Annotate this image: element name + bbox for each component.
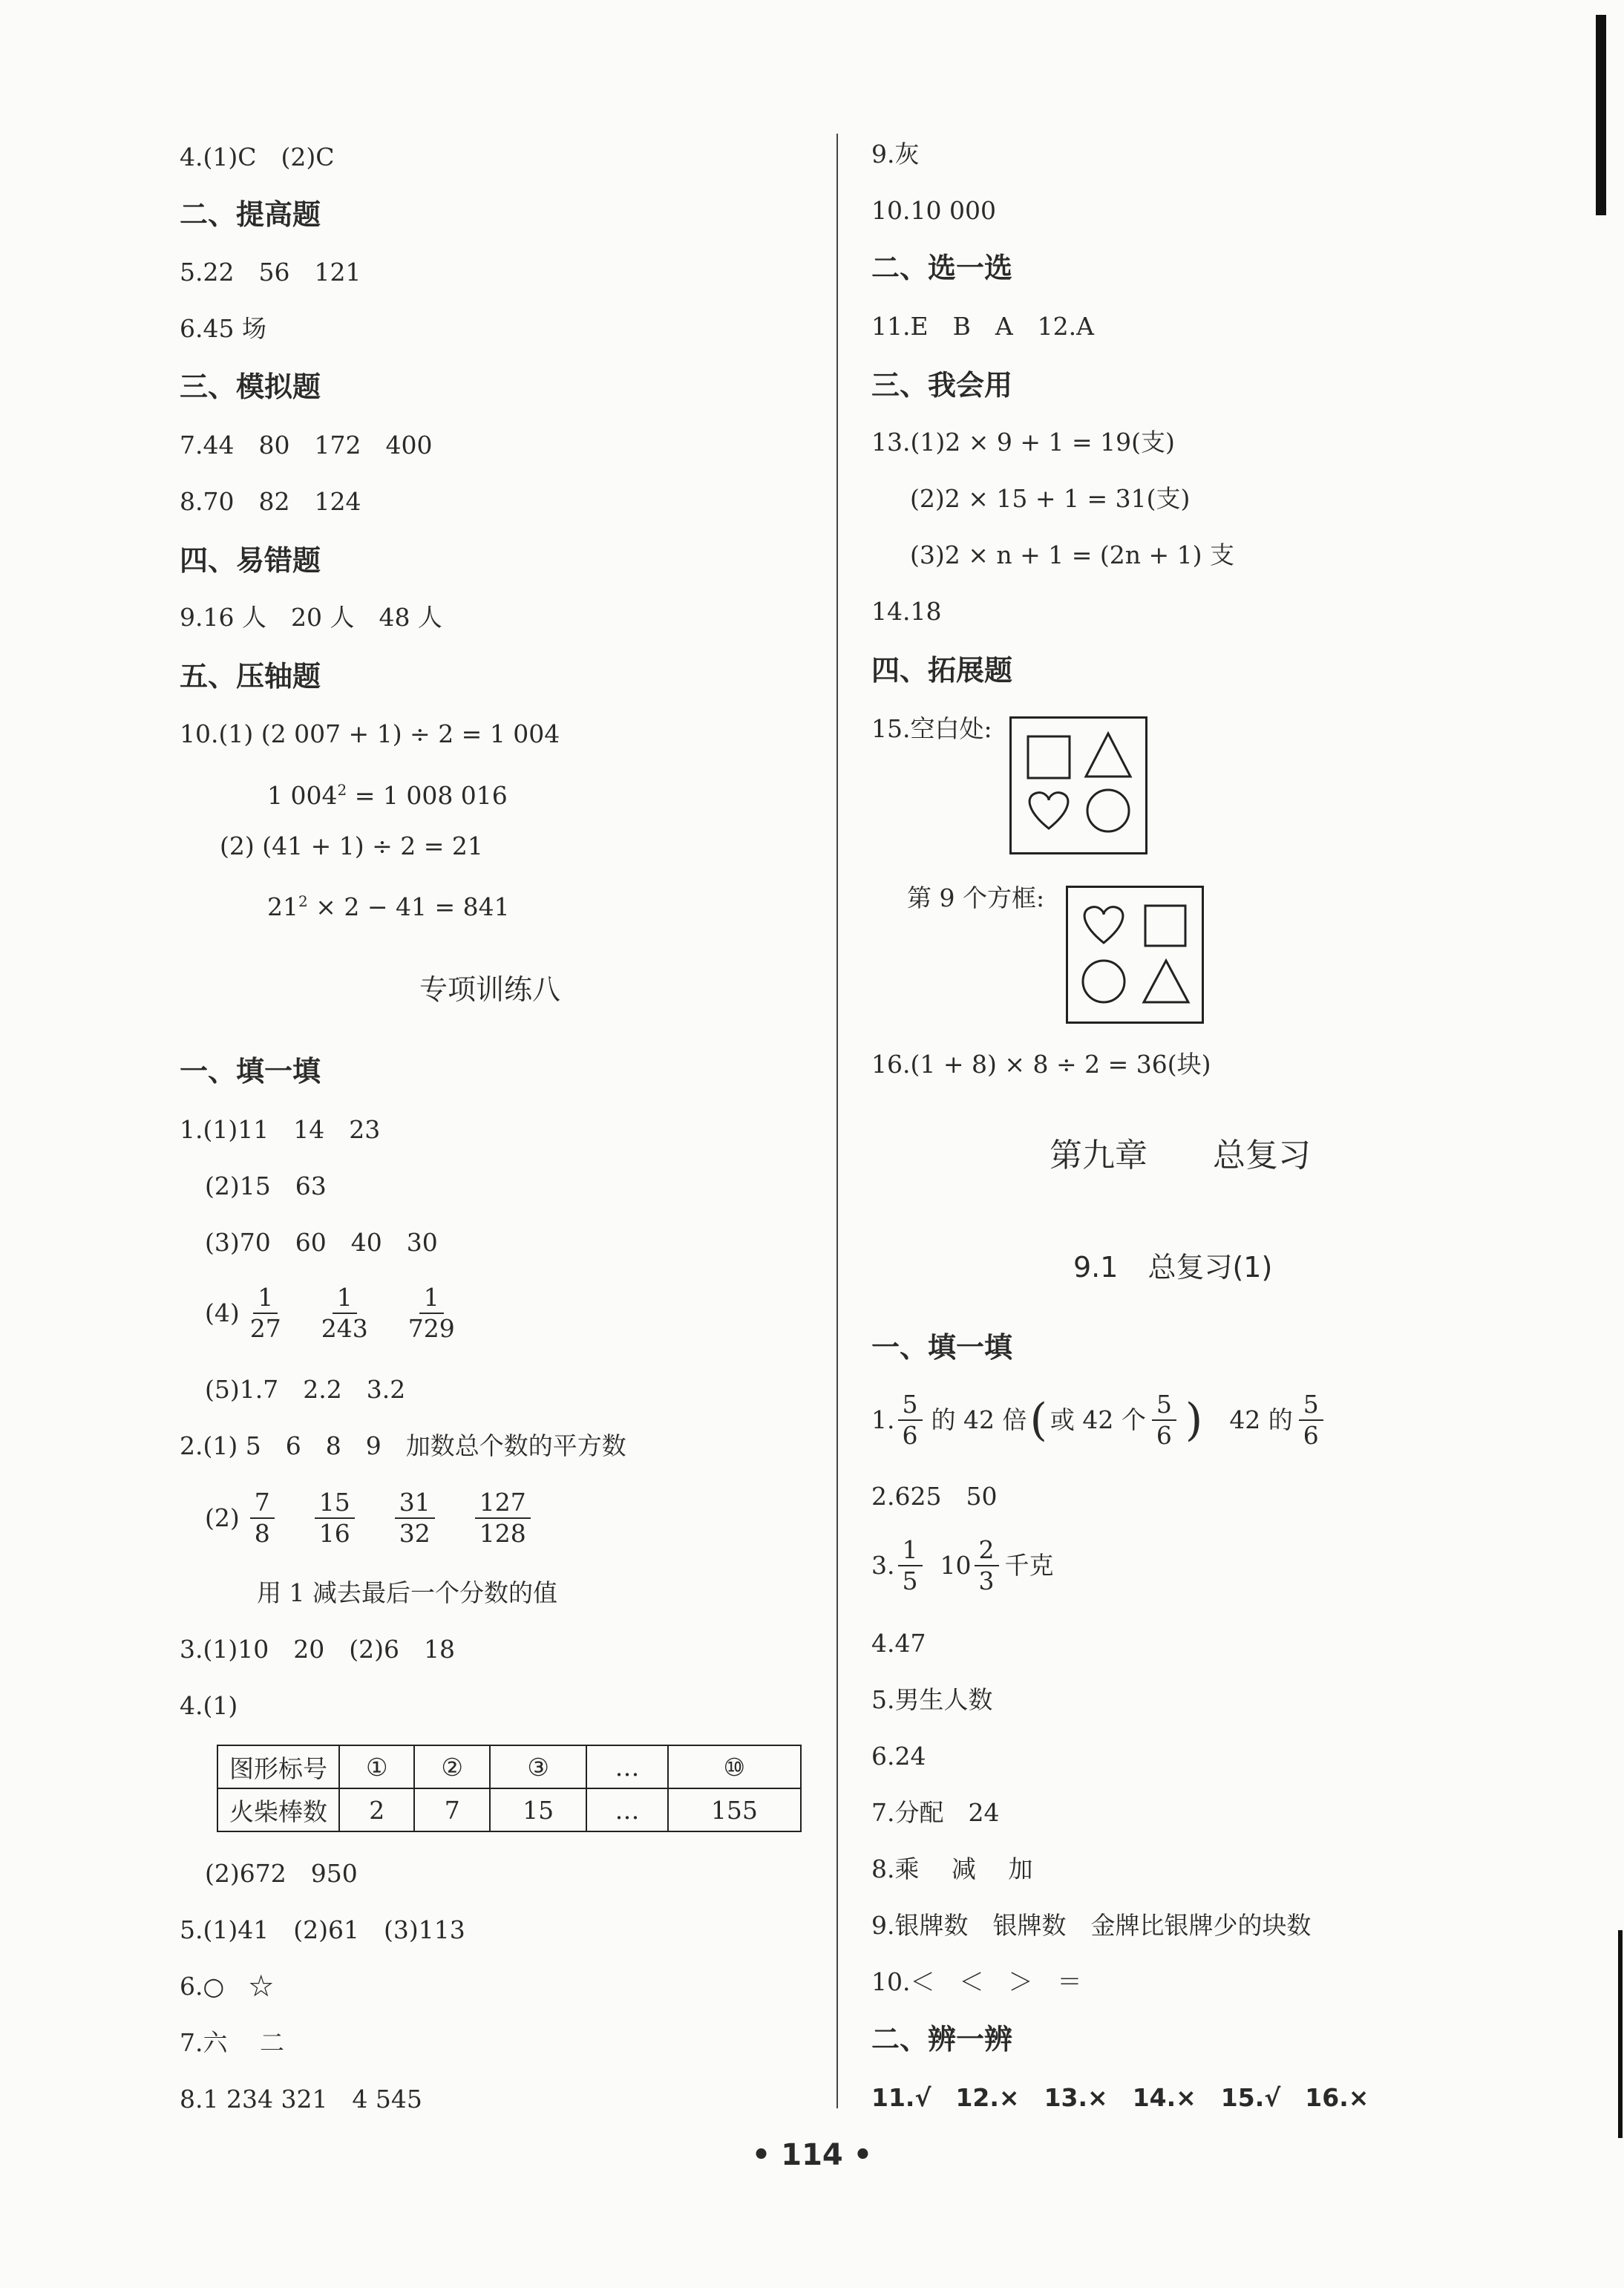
table-cell: 7 (414, 1788, 489, 1831)
q2-part2: (2) $\frac{7}{8}$ $\frac{15}{16}$ $\frac{31}{32}$ $\frac{127}{128}$ (205, 1488, 541, 1549)
scan-edge-mark (1618, 1930, 1623, 2138)
table-cell: … (586, 1788, 667, 1831)
heading-mock: 三、模拟题 (180, 370, 321, 403)
answer-5: 5.22 56 121 (180, 258, 361, 287)
q7: 7.六 二 (180, 2028, 284, 2057)
shape-box-ninth (1066, 886, 1204, 1024)
shapes-figure (1068, 888, 1202, 1022)
heading-extension: 四、拓展题 (871, 654, 1013, 687)
fraction: $\frac{5}{6}$ (898, 1390, 923, 1451)
fraction: $\frac{127}{128}$ (475, 1488, 531, 1549)
r-answer-13-3: (3)2 × n + 1 = (2n + 1) 支 (910, 540, 1234, 569)
section-title: 专项训练八 (419, 973, 561, 1006)
table-cell: 2 (339, 1788, 414, 1831)
table-cell: ⑩ (668, 1745, 801, 1788)
table-row (217, 1745, 801, 1788)
page-number: • 114 • (751, 2138, 873, 2172)
q4-part1: 4.(1) (180, 1691, 238, 1720)
column-divider (836, 134, 838, 2108)
r7: 7.分配 24 (871, 1798, 1000, 1827)
heading-final: 五、压轴题 (180, 660, 321, 693)
r8: 8.乘 减 加 (871, 1854, 1033, 1883)
r9: 9.银牌数 银牌数 金牌比银牌少的块数 (871, 1911, 1312, 1940)
shapes-figure (1012, 719, 1145, 852)
table-row (217, 1788, 801, 1831)
shape-box-blank (1009, 716, 1147, 854)
fraction: $\frac{1}{729}$ (407, 1283, 455, 1343)
answer-6: 6.45 场 (180, 314, 266, 343)
q1-part4: (4) $\frac{1}{27}$ $\frac{1}{243}$ $\frac{1}{729}$ (205, 1283, 455, 1343)
r10: 10.＜ ＜ ＞ ＝ (871, 1967, 1082, 1996)
answer-7: 7.44 80 172 400 (180, 431, 433, 460)
fraction: $\frac{1}{5}$ (898, 1535, 923, 1596)
r4: 4.47 (871, 1629, 926, 1658)
q3: 3.(1)10 20 (2)6 18 (180, 1635, 455, 1664)
heading-advanced: 二、提高题 (180, 198, 321, 231)
table-cell: … (586, 1745, 667, 1788)
table-cell: 火柴棒数 (217, 1788, 339, 1831)
r-answer-13-2: (2)2 × 15 + 1 = 31(支) (910, 484, 1191, 513)
fraction: $\frac{7}{8}$ (250, 1488, 275, 1549)
table-cell: ② (414, 1745, 489, 1788)
heading-fill-in: 一、填一填 (180, 1055, 321, 1088)
q1-part1: 1.(1)11 14 23 (180, 1115, 381, 1144)
r-answer-11-12: 11.E B A 12.A (871, 312, 1094, 341)
q5: 5.(1)41 (2)61 (3)113 (180, 1915, 465, 1944)
fraction: $\frac{31}{32}$ (395, 1488, 435, 1549)
r-answer-15-2: 第 9 个方框: (907, 883, 1045, 912)
chapter-title: 第九章 总复习 (1050, 1137, 1311, 1174)
r6: 6.24 (871, 1742, 926, 1771)
q1-part2: (2)15 63 (205, 1171, 327, 1200)
q1-part3: (3)70 60 40 30 (205, 1228, 438, 1257)
answer-10-line1: 10.(1) (2 007 + 1) ÷ 2 = 1 004 (180, 719, 560, 748)
fraction: $\frac{2}{3}$ (975, 1535, 999, 1596)
answer-10-line3: (2) (41 + 1) ÷ 2 = 21 (220, 831, 483, 860)
r1: 1. $\frac{5}{6}$ 的 42 倍 ( 或 42 个 $\frac{5}{6}$ ) 42 的 $\frac{5}{6}$ (871, 1390, 1329, 1451)
scan-edge-mark (1596, 15, 1606, 215)
q2-part1: 2.(1) 5 6 8 9 加数总个数的平方数 (180, 1431, 626, 1460)
answer-10-line4: $21^2 \times 2 - 41 = 841$ (267, 892, 510, 921)
heading-error-prone: 四、易错题 (180, 544, 321, 577)
matchstick-table (217, 1745, 802, 1832)
r11-16: 11.√ 12.× 13.× 14.× 15.√ 16.× (871, 2083, 1369, 2112)
fraction: $\frac{1}{27}$ (249, 1283, 281, 1343)
fraction: $\frac{5}{6}$ (1152, 1390, 1176, 1451)
q4-part2: (2)672 950 (205, 1859, 358, 1888)
q6: 6.○ ☆ (180, 1972, 274, 2001)
heart-icon (1084, 907, 1123, 943)
answer-10-line2: 1 $004^2 = 1$ 008 016 (267, 781, 508, 810)
q2-part3: 用 1 减去最后一个分数的值 (257, 1578, 557, 1607)
q1-part5: (5)1.7 2.2 3.2 (205, 1375, 406, 1404)
r2: 2.625 50 (871, 1482, 998, 1511)
r5: 5.男生人数 (871, 1685, 993, 1714)
table-cell: ① (339, 1745, 414, 1788)
fraction: $\frac{1}{243}$ (321, 1283, 368, 1343)
r3: 3. $\frac{1}{5}$ 10 $\frac{2}{3}$ 千克 (871, 1535, 1054, 1595)
subsection-title: 9.1 总复习(1) (1073, 1251, 1273, 1284)
heading-fill-in-review: 一、填一填 (871, 1331, 1013, 1364)
triangle-icon (1086, 733, 1130, 777)
circle-icon (1083, 961, 1124, 1002)
table-cell: 155 (668, 1788, 801, 1831)
heading-apply: 三、我会用 (871, 369, 1013, 402)
r-answer-9: 9.灰 (871, 140, 920, 169)
r-answer-10: 10.10 000 (871, 196, 996, 225)
square-icon (1028, 736, 1070, 778)
answer-9: 9.16 人 20 人 48 人 (180, 603, 442, 632)
heading-judge: 二、辨一辨 (871, 2023, 1013, 2056)
table-cell: ③ (490, 1745, 586, 1788)
circle-icon (1087, 790, 1129, 831)
triangle-icon (1144, 961, 1188, 1002)
answer-4: 4.(1)C (2)C (180, 143, 335, 171)
heart-icon (1029, 793, 1068, 828)
r-answer-13-1: 13.(1)2 × 9 + 1 = 19(支) (871, 428, 1175, 457)
heading-choose: 二、选一选 (871, 252, 1013, 284)
fraction: $\frac{5}{6}$ (1299, 1390, 1323, 1451)
r-answer-15-1: 15.空白处: (871, 714, 992, 743)
q8: 8.1 234 321 4 545 (180, 2085, 422, 2114)
table-cell: 图形标号 (217, 1745, 339, 1788)
r-answer-16: 16.(1 + 8) × 8 ÷ 2 = 36(块) (871, 1050, 1211, 1079)
answer-8: 8.70 82 124 (180, 487, 361, 516)
table-cell: 15 (490, 1788, 586, 1831)
r-answer-14: 14.18 (871, 597, 942, 626)
square-icon (1145, 906, 1185, 946)
fraction: $\frac{15}{16}$ (315, 1488, 355, 1549)
